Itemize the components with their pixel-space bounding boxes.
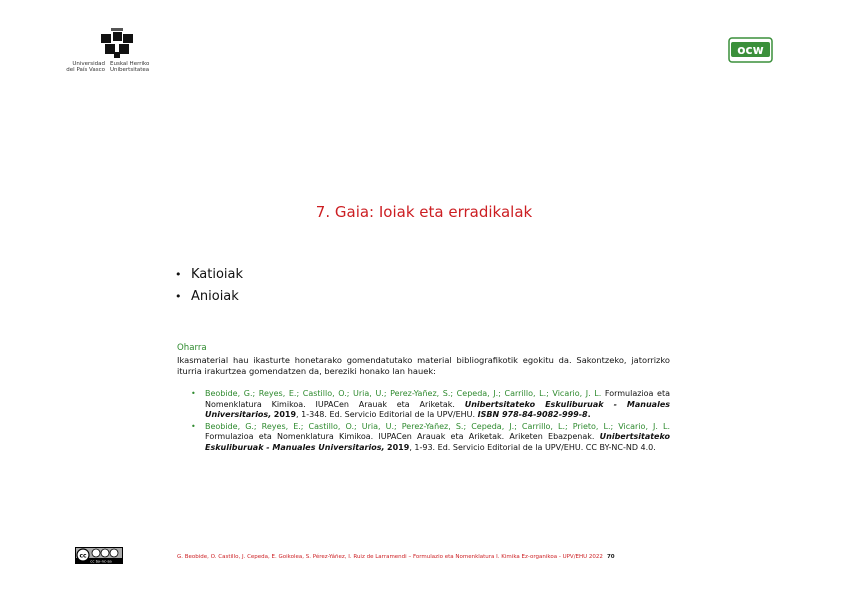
reference-item (177, 389, 670, 421)
slide-title: 7. Gaia: Ioiak eta erradikalak (315, 203, 533, 221)
footer-credits: G. Beobide, O. Castillo, J. Cepeda, E. Goikolea, S. Pérez-Yáñez, I. Ruiz de Larramendi – Formulazio eta Nomenklatura I. Kimika Ez-organikoa - UPV/EHU 2022 (177, 554, 603, 560)
cc-license-badge[interactable] (75, 547, 123, 564)
cc-license-text: cc by-nc-sa (90, 558, 112, 564)
topic-list (175, 264, 243, 308)
topic-item: • Anioiak (175, 286, 243, 308)
page-number: 70 (606, 554, 615, 560)
university-name-eu: Euskal Herriko Unibertsitatea (110, 61, 150, 73)
reference-item (177, 422, 670, 454)
reference-year: 2019 (387, 442, 410, 452)
reference-authors: Beobide, G.; Reyes, E.; Castillo, O.; Uria, U.; Perez-Yañez, S.; Cepeda, J.; Carrillo, L.; Vicario, J. L. (205, 389, 602, 398)
reference-details: , 1-348. Ed. Servicio Editorial de la UPV/EHU. (296, 410, 476, 420)
topic-item: • Katioiak (175, 264, 243, 286)
reference-list (177, 389, 670, 454)
note-heading: Oharra (177, 343, 207, 353)
ocw-logo (728, 37, 773, 63)
note-body: Ikasmaterial hau ikasturte honetarako gomendatutako material bibliografikotik egokitu da. Sakontzeko, jatorrizko iturria irakurtzea gomendatzen da, bereziki honako lan hauek: (177, 355, 670, 376)
reference-series: Unibertsitateko Eskuliburuak - Manuales Universitarios, (205, 399, 671, 420)
reference-authors: Beobide, G.; Reyes, E.; Castillo, O.; Uria, U.; Perez-Yañez, S.; Cepeda, J.; Carrillo, L.; Prieto, L.; Vicario, J. L. (205, 421, 670, 431)
reference-title: Formulazioa eta Nomenklatura Kimikoa. IUPACen Arauak eta Ariketak. Ariketen Ebazpenak. (205, 432, 595, 442)
reference-end: . (587, 410, 591, 420)
reference-year: 2019 (273, 410, 297, 420)
svg-text:cc: cc (79, 552, 87, 560)
reference-series: Unibertsitateko Eskuliburuak - Manuales Universitarios, (205, 432, 671, 452)
university-name-es: Universidad del País Vasco (66, 61, 105, 73)
reference-details: , 1-93. Ed. Servicio Editorial de la UPV/EHU. CC BY-NC-ND 4.0. (409, 442, 656, 452)
reference-isbn: ISBN 978-84-9082-999-8 (477, 410, 588, 420)
note-section (177, 343, 670, 455)
footer (177, 554, 772, 560)
university-logo (60, 28, 180, 78)
university-emblem-icon (95, 28, 139, 60)
ocw-logo-text: ocw (737, 43, 764, 57)
reference-title: Formulazioa eta Nomenklatura Kimikoa. IUPACen Arauak eta Ariketak. (205, 389, 670, 409)
